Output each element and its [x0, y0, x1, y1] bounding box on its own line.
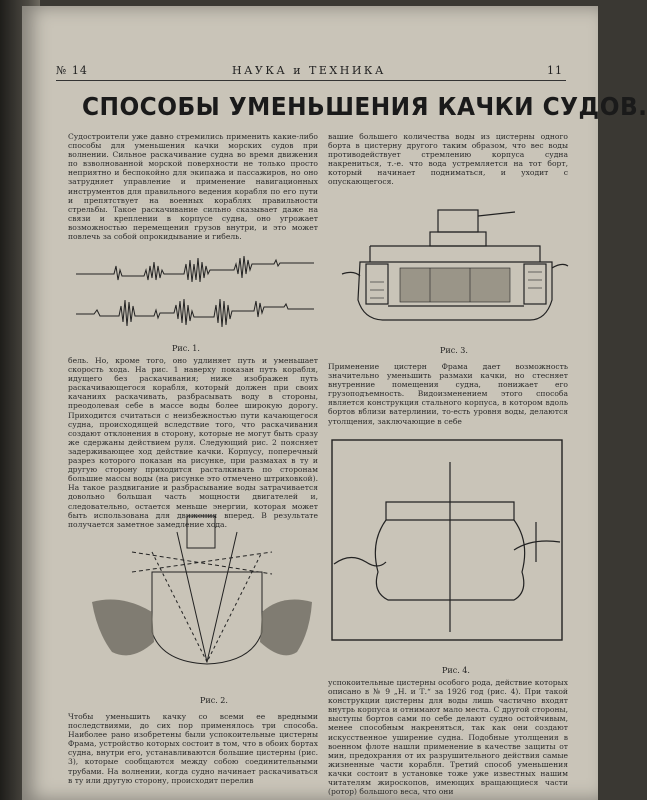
text-col1-top: Судостроители уже давно стремились применить какие-либо способы для уменьшения качки морских судов при волнении. Сильное раскачивание судна во время движения по взволнованной морской поверхности не только просто неприятно и беспокойно для экипажа и пассажиров, но оно затрудняет управление и применение навигационных инструментов для правильного ведения корабля по его пути и препятствует на военных кораблях правильности стрельбы. Такое раскачивание сильно сказывает даже на связи и креплении в корпусе судна, оно угрожает возможностью перемещения грузов внутри, и это может повлечь за собой опрокидывание и гибель.: [68, 132, 318, 242]
figure-3-caption: Рис. 3.: [440, 346, 468, 355]
magazine-page: [22, 6, 647, 800]
header-rule: [56, 80, 566, 81]
journal-title: НАУКА и ТЕХНИКА: [232, 64, 386, 77]
figure-4-caption: Рис. 4.: [442, 666, 470, 675]
issue-number: № 14: [56, 64, 88, 77]
figure-1-wave-paths: [74, 244, 316, 342]
text-col2-top: вашие большего количества воды из цистерны одного борта в цистерну другого таким образом, что вес воды противодействует стремлению корпуса судна накрениться, т.-е. что вода устремляется на тот борт, который начинает подниматься, и уходит с опускающегося.: [328, 132, 568, 187]
article-title: СПОСОБЫ УМЕНЬШЕНИЯ КАЧКИ СУДОВ.: [82, 92, 647, 121]
text-col2-mid: Применение цистерн Фрама дает возможность значительно уменьшить размахи качки, но стесняет внутренние помещения судна, понижает его грузоподъемность. Видоизменением этого способа является конструкция стального корпуса, в котором вдоль бортов вблизи ватерлинии, то-есть уровня воды, делаются утолщения, заключающие в себе: [328, 362, 568, 426]
figure-2-caption: Рис. 2.: [200, 696, 228, 705]
figure-2-rolling-hull: [92, 512, 312, 692]
page-number: 11: [547, 64, 563, 77]
text-col1-bottom: Чтобы уменьшить качку со всеми ее вредными последствиями, до сих пор применялось три способа. Наиболее рано изобретены были успокоительные цистерны Фрама, устройство которых состоит в том, что в обоих бортах судна, внутри его, устанавливаются большие цистерны (рис. 3), которые сообщаются между собою соединительными трубами. На волнении, когда судно начинает раскачиваться в ту или другую сторону, происходит перелив: [68, 712, 318, 785]
text-col1-mid: бель. Но, кроме того, оно удлиняет путь и уменьшает скорость хода. На рис. 1 наверху показан путь корабля, идущего без раскачивания; ниже изображен путь раскачивающегося корабля, который должен при своих качаниях раскачивать, разбрасывать воду в стороны, преодолевая себе в массе воды более широкую дорогу. Приходится считаться с неизбежностью пути качающегося судна, происходящей вследствие того, что раскачивания создают отклонения в сторону, которые не могут быть сразу же сдержаны действием руля. Следующий рис. 2 поясняет задерживающее ход действие качки. Корпусу, поперечный разрез которого показан на рисунке, при размахах в ту и другую сторону приходится расталкивать по сторонам большие массы воды (на рисунке это отмечено штриховкой). На такое раздвигание и разбрасывание воды затрачивается довольно большая часть мощности двигателей и, следовательно, остается меньше энергии, которая может быть использована для движения вперед. В результате получается заметное замедление хода.: [68, 356, 318, 529]
figure-4-bulged-hull: [326, 432, 570, 660]
figure-3-ship-tanks: [340, 202, 570, 342]
figure-1-caption: Рис. 1.: [172, 344, 200, 353]
text-col2-bottom: успокоительные цистерны особого рода, действие которых описано в № 9 „Н. и Т.“ за 1926 год (рис. 4). При такой конструкции цистерны для воды лишь частично входят внутрь корпуса и отнимают мало места. С другой стороны, выступы бортов сами по себе делают судно остойчивым, менее способным накреняться, так как они создают искусственное уширение судна. Подобные утолщения в военном флоте нашли применение в качестве защиты от мин, предохраняя от их разрушительного действия самые жизненные части корабля. Третий способ уменьшения качки состоит в установке тоже уже известных нашим читателям жироскопов, имеющих вращающиеся части (ротор) большого веса, что они: [328, 678, 568, 797]
